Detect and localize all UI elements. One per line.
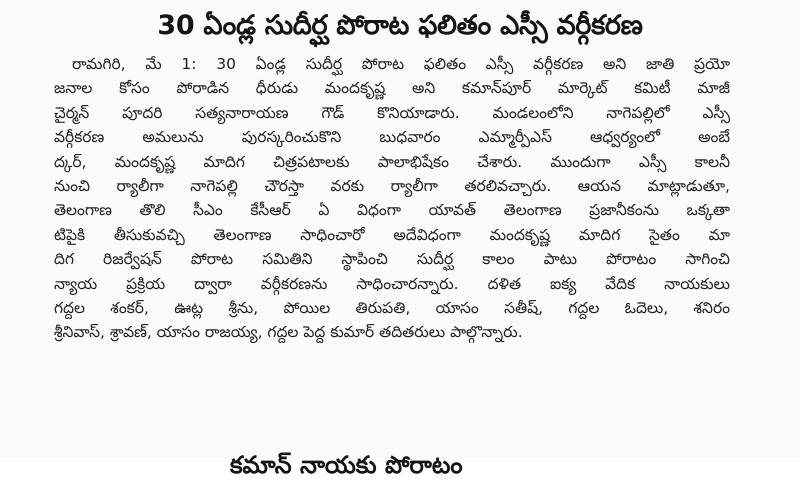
body-line: చైర్మన్ పూదరి సత్యనారాయణ గౌడ్ కొనియాడారు. మండలంలోని నాగెపల్లిలో ఎస్సీ (54, 103, 730, 122)
article-headline: 30 ఏండ్ల సుదీర్ఘ పోరాట ఫలితం ఎస్సీ వర్గీకరణ (157, 10, 643, 41)
article-body (54, 52, 730, 345)
body-line: జనాల కోసం పోరాడిన ధీరుడు మందకృష్ణ అని కమాన్‌పూర్ మార్కెట్ కమిటీ మాజీ (54, 79, 730, 98)
body-line: తెలంగాణ తొలి సీఎం కేసీఆర్ ఏ విధంగా యావత్ తెలంగాణ ప్రజానీకంను ఒక్కతా (54, 201, 730, 220)
body-line: గద్దల శంకర్, ఊట్ల శ్రీను, పోయిల తిరుపతి, యాసం సతీష్, గద్దల ఓదెలు, శనిరం (54, 298, 730, 317)
body-line: దిగ రిజర్వేషన్ పోరాట సమితిని స్థాపించి సుదీర్ఘ కాలం పాటు పోరాటం సాగించి (54, 250, 730, 269)
body-line: న్యాయ ప్రక్రియ ద్వారా వర్గీకరణను సాధించారన్నారు. దళిత ఐక్య వేదిక నాయకులు (54, 274, 730, 293)
body-line: వర్గీకరణ అమలును పురస్కరించుకొని బుధవారం ఎమ్మార్పీఎస్ ఆధ్వర్యంలో అంబే (54, 128, 730, 147)
body-line: రామగిరి, మే 1: 30 ఏండ్ల సుదీర్ఘ పోరాట ఫలితం ఎస్సీ వర్గీకరణ అని జాతి ప్రయో (72, 55, 730, 73)
body-line: నుంచి ర్యాలీగా నాగెపల్లి చౌరస్తా వరకు ర్యాలీగా తరలివచ్చారు. ఆయన మాట్లాడుతూ, (54, 176, 730, 195)
body-line: శ్రీనివాస్, శ్రావణ్, యాసం రాజయ్య, గద్దల పెద్ద కుమార్ తదితరులు పాల్గొన్నారు. (54, 323, 523, 342)
body-line: టిపైకి తీసుకువచ్చి తెలంగాణ సాధించారో అదేవిధంగా మందకృష్ణ మాదిగ సైతం మా (54, 225, 730, 244)
next-article-heading-fragment: కమాన్ నాయకు పోరాటం (230, 451, 463, 479)
body-line: ద్కర్, మందకృష్ణ మాదిగ చిత్రపటాలకు పాలాభిషేకం చేశారు. ముందుగా ఎస్సీ కాలనీ (54, 152, 730, 171)
